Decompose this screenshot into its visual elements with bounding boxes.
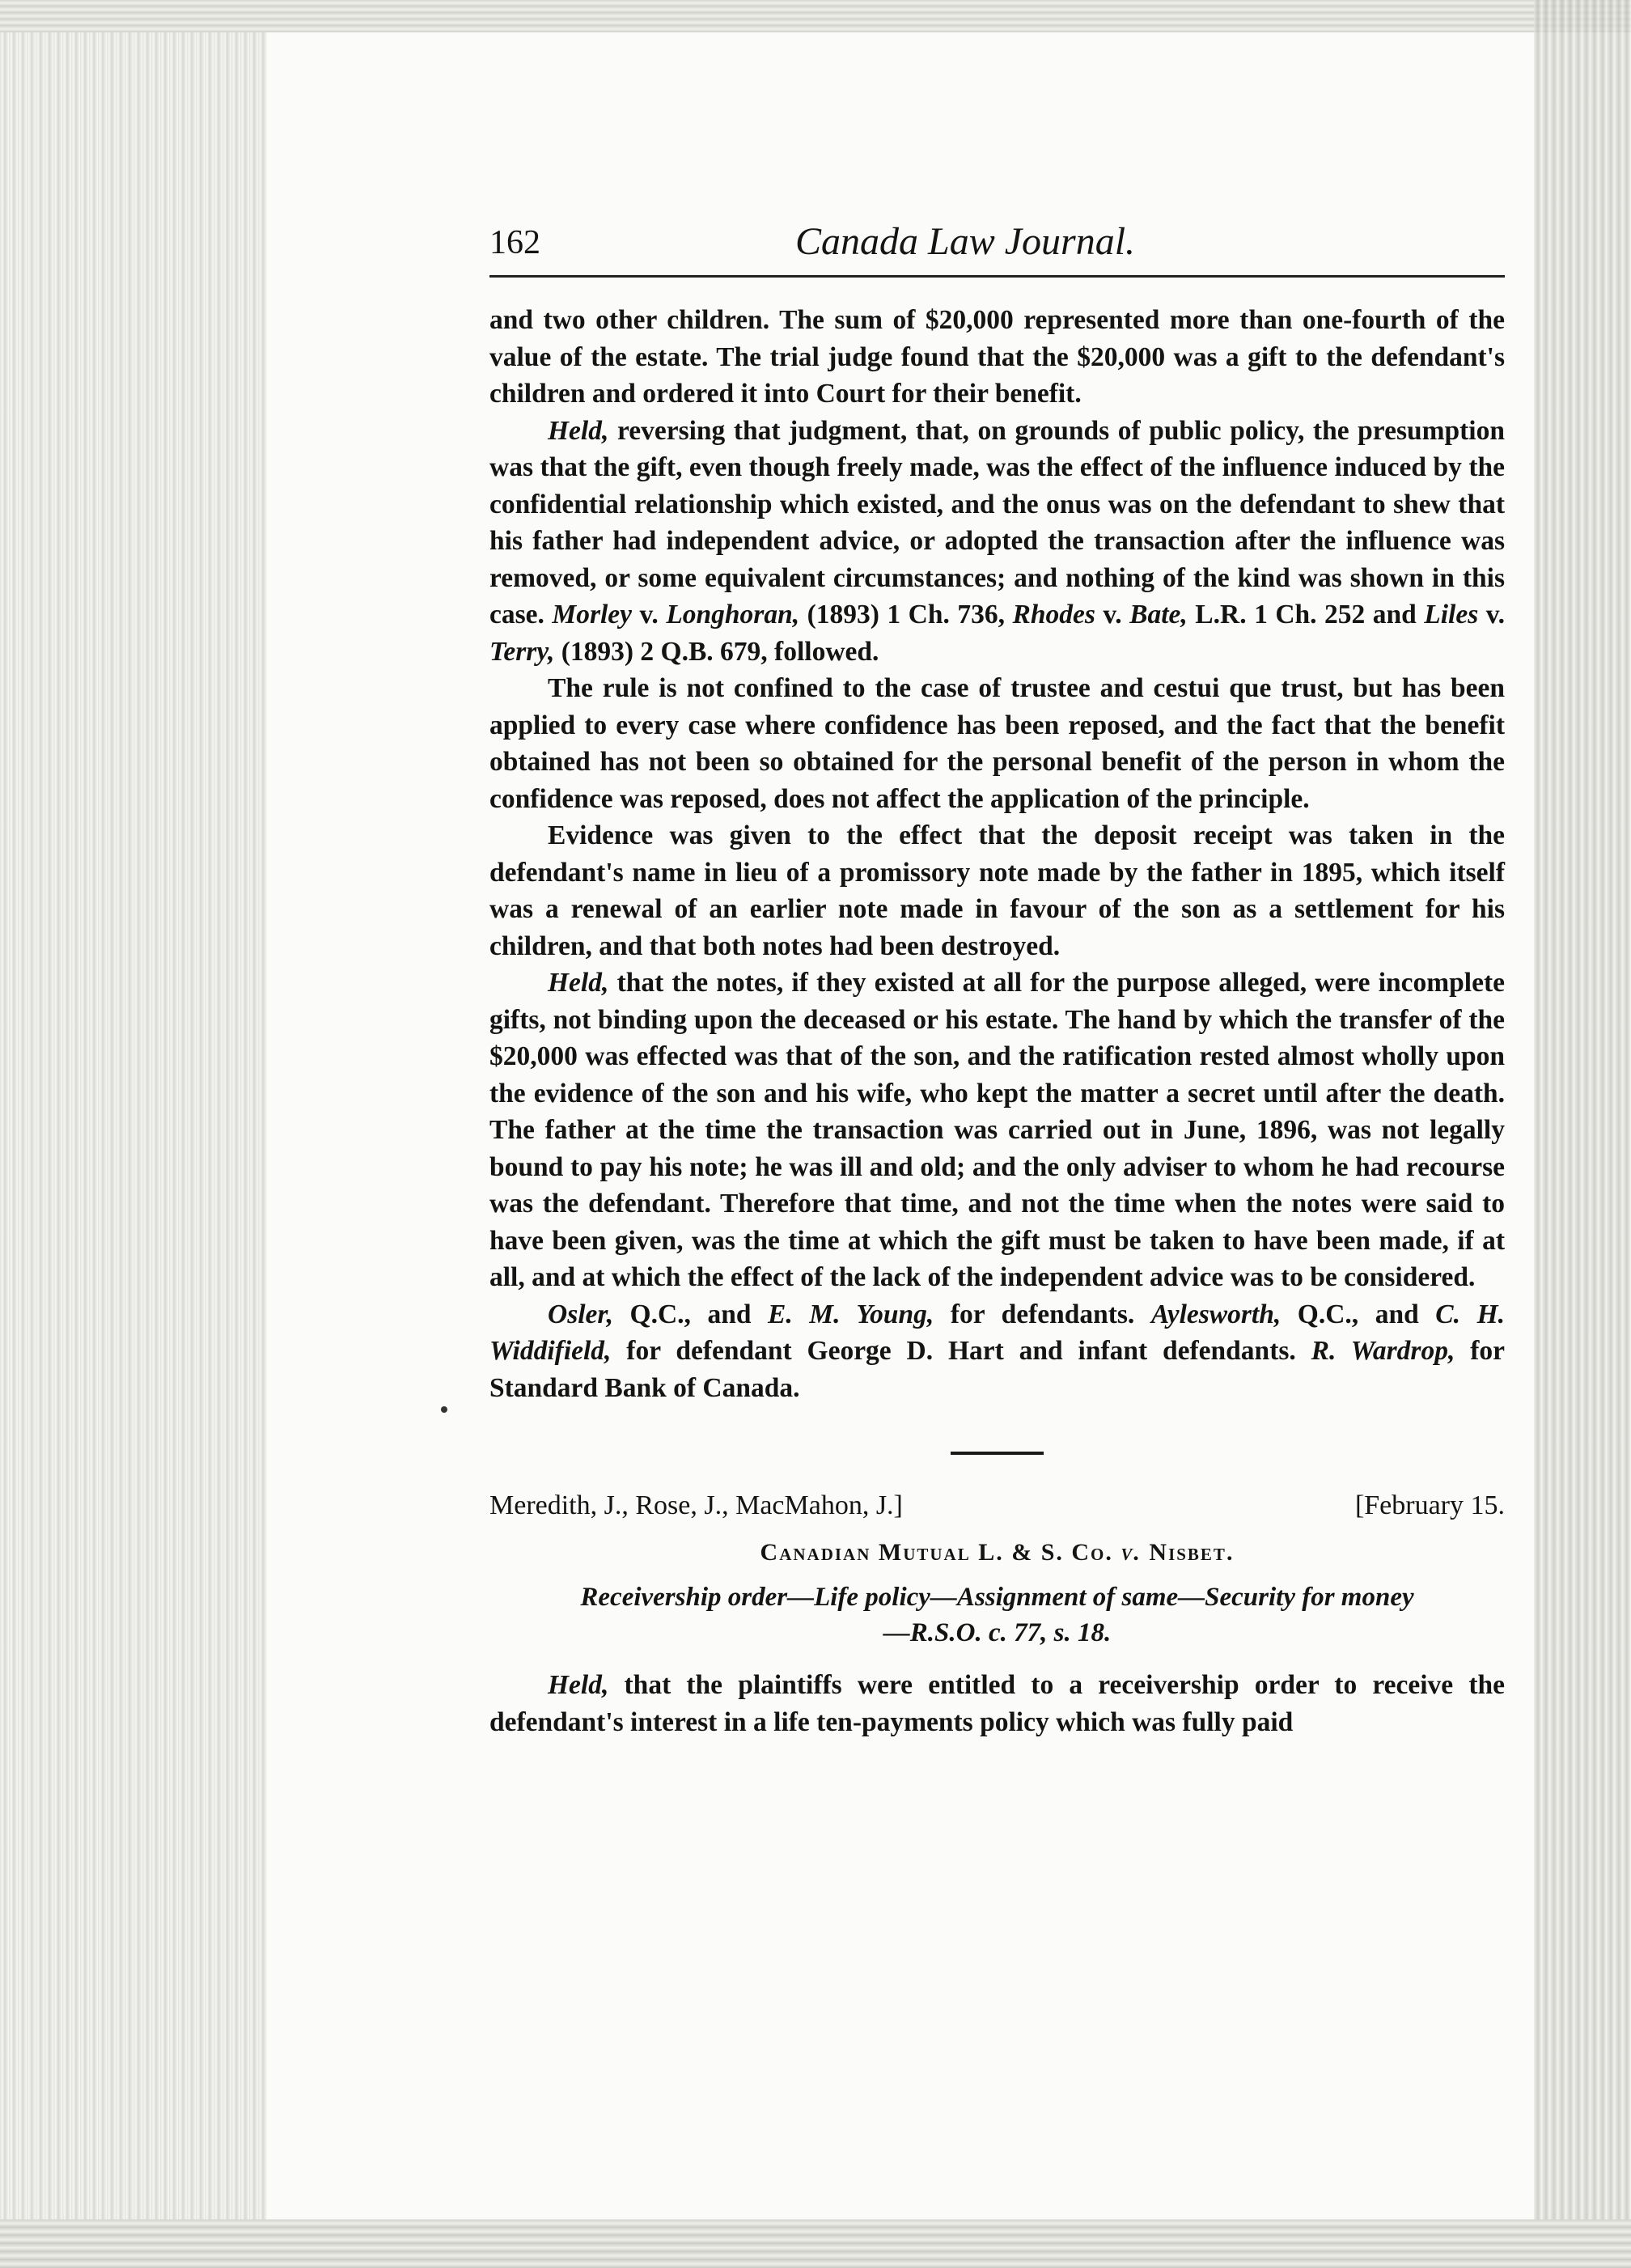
held-label: Held, — [548, 968, 609, 998]
held-label: Held, — [548, 1670, 609, 1700]
paragraph-2: Held, reversing that judgment, that, on grounds of public policy, the presumption was that the gift, even though freely made, was the effect of the influence induced by the confidential relationship which existed, and the onus was on the defendant to shew that his father had independent advice, or adopted the transaction after the influence was removed, or some equivalent circumstances; and nothing of the kind was shown in this case. Morley v. Longhoran, (1893) 1 Ch. 736, Rhodes v. Bate, L.R. 1 Ch. 252 and Liles v. Terry, (1893) 2 Q.B. 679, followed. — [489, 415, 1506, 667]
paragraph-1: and two other children. The sum of $20,000 represented more than one-fourth of the value of the estate. The trial judge found that the $20,000 was a gift to the defendant's children and ordered it into Court for their benefit. — [489, 305, 1505, 409]
journal-title: Canada Law Journal. — [795, 220, 1136, 263]
page-edge-right — [1534, 0, 1631, 2268]
body-text — [489, 302, 1505, 1406]
page-content — [489, 210, 1505, 1740]
court-line — [489, 1490, 1505, 1529]
paragraph-5: Held, that the notes, if they existed at all for the purpose alleged, were incomplete gifts, not binding upon the deceased or his estate. The hand by which the transfer of the $20,000 was effected was that of the son, and the ratification rested almost wholly upon the evidence of the son and his wife, who kept the matter a secret until after the death. The father at the time the transaction was carried out in June, 1896, was not legally bound to pay his note; he was ill and old; and the only adviser to whom he had recourse was the defendant. Therefore that time, and not the time when the notes were said to have been given, was the time at which the gift must be taken to have been made, if at all, and at which the effect of the lack of the independent advice was to be considered. — [489, 968, 1505, 1292]
paragraph-3: The rule is not confined to the case of trustee and cestui que trust, but has been applied to every case where confidence has been reposed, and the fact that the benefit obtained has not been so obtained for the personal benefit of the person in whom the confidence was reposed, does not affect the application of the principle. — [489, 673, 1505, 814]
page-edge-left — [0, 0, 267, 2268]
case-title: Canadian Mutual L. & S. Co. v. Nisbet. — [760, 1539, 1235, 1566]
page-edge-bottom — [0, 2219, 1631, 2268]
headnote: Receivership order—Life policy—Assignment of same—Security for money —R.S.O. c. 77, s. 18. — [580, 1583, 1414, 1647]
counsel-paragraph: Osler, Q.C., and E. M. Young, for defendants. Aylesworth, Q.C., and C. H. Widdifield, for defendant George D. Hart and infant defendants. R. Wardrop, for Standard Bank of Canada. — [489, 1299, 1505, 1403]
page-edge-top — [0, 0, 1631, 32]
held-label: Held, — [548, 415, 609, 446]
final-held: Held, that the plaintiffs were entitled to a receivership order to receive the defendant's interest in a life ten-payments policy which was fully paid — [489, 1670, 1505, 1737]
section-divider — [951, 1452, 1044, 1455]
decision-date: [February 15. — [1354, 1490, 1505, 1520]
judges: Meredith, J., Rose, J., MacMahon, J.] — [489, 1490, 903, 1520]
page-number: 162 — [489, 224, 540, 261]
running-head — [489, 210, 1505, 278]
paragraph-4: Evidence was given to the effect that the deposit receipt was taken in the defendant's name in lieu of a promissory note made by the father in 1895, which itself was a renewal of an earlier note made in favour of the son as a settlement for his children, and that both notes had been destroyed. — [489, 820, 1505, 961]
margin-dot — [441, 1406, 447, 1413]
